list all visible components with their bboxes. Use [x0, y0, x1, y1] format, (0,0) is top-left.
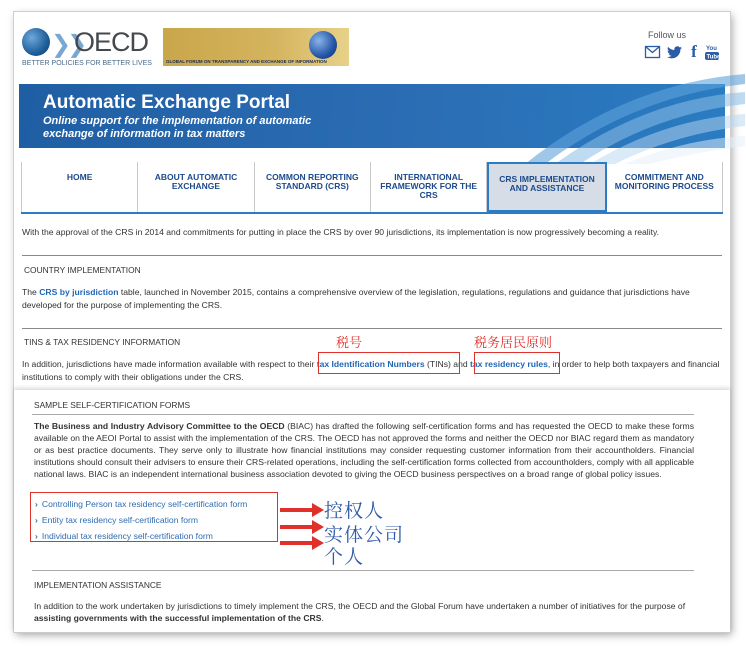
nav-crs-implementation[interactable]: CRS IMPLEMENTATION AND ASSISTANCE: [487, 162, 606, 212]
text-fragment: .: [321, 613, 324, 623]
logo-text: OECD: [74, 27, 149, 57]
annotation-tin: 税号: [336, 336, 363, 351]
text-fragment: In addition to the work undertaken by jurisdictions to timely implement the CRS, the OECD and the Global Forum have undertaken a number of initiatives for the purpose of: [34, 601, 686, 611]
nav-international-framework[interactable]: INTERNATIONAL FRAMEWORK FOR THE CRS: [371, 162, 487, 212]
text-fragment: (BIAC) has drafted the following self-certification forms and has requested the OECD to make these forms available on the AEOI Portal to assist with the implementation of the CRS. The OECD has not approved the forms and neither the OECD nor BIAC regard them as mandatory or as best practice documents. They serve only to illustrate how financial institutions may consider requesting customer information from their accountholders. Financial institutions should consult their advisers to ensure their CRS-related operations, including the self-certification forms collected from accountholders, comply with all applicable national laws. BIAC is an independent international business association devoted to giving the OECD business perspectives on a broad range of global policy issues.: [34, 421, 694, 479]
divider: [32, 414, 694, 415]
global-forum-banner[interactable]: [163, 28, 349, 66]
nav-home[interactable]: HOME: [21, 162, 138, 212]
self-certification-form-list: [35, 496, 247, 544]
divider: [22, 328, 722, 329]
nav-divider: [21, 212, 723, 214]
chevron-right-icon: ›: [35, 499, 38, 509]
twitter-icon[interactable]: [666, 44, 682, 60]
annotation-controller: 控权人: [324, 500, 385, 522]
text-fragment: , in order to help both taxpayers and financial institutions to comply with their obligations under the CRS.: [22, 359, 720, 382]
country-implementation-text: [22, 286, 722, 312]
nav-about-automatic-exchange[interactable]: ABOUT AUTOMATIC EXCHANGE: [138, 162, 254, 212]
nav-common-reporting-standard[interactable]: COMMON REPORTING STANDARD (CRS): [255, 162, 371, 212]
assistance-text: [34, 600, 694, 624]
arrow-right-icon: [280, 520, 324, 534]
lower-panel: [14, 390, 730, 632]
portal-title: Automatic Exchange Portal: [43, 92, 291, 113]
text-fragment: The: [22, 287, 40, 297]
annotation-box: [474, 352, 560, 374]
annotation-tax-residency: 税务居民原则: [474, 336, 553, 351]
section-title-implementation-assistance: IMPLEMENTATION ASSISTANCE: [34, 580, 162, 590]
arrow-right-icon: [280, 503, 324, 517]
divider: [32, 570, 694, 571]
text-fragment: In addition, jurisdictions have made information available with respect to their: [22, 359, 317, 369]
sample-forms-text: [34, 420, 694, 480]
email-icon[interactable]: [644, 44, 660, 60]
tax-residency-rules-link[interactable]: tax residency rules: [470, 359, 548, 369]
crs-by-jurisdiction-link[interactable]: CRS by jurisdiction: [39, 287, 119, 297]
svg-text:You: You: [706, 46, 717, 52]
globe-icon: [22, 28, 50, 56]
chevron-right-icon: ›: [35, 515, 38, 525]
section-title-tins: TINS & TAX RESIDENCY INFORMATION: [24, 337, 181, 347]
intro-text: With the approval of the CRS in 2014 and commitments for putting in place the CRS by over 90 jurisdictions, its implementation is now progressively becoming a reality.: [22, 227, 660, 237]
form-link-label: Individual tax residency self-certification form: [41, 531, 213, 541]
divider: [22, 255, 722, 256]
follow-label: Follow us: [648, 30, 687, 40]
annotation-box: [318, 352, 460, 374]
global-forum-text: GLOBAL FORUM ON TRANSPARENCY AND EXCHANGE OF INFORMATION: [166, 59, 327, 64]
portal-banner: [19, 84, 725, 148]
text-fragment: table, launched in November 2015, contains a comprehensive overview of the legislation, regulations, regulations and guidance that jurisdictions have developed for the purpose of implementing the CRS.: [22, 287, 690, 310]
facebook-icon[interactable]: f: [691, 42, 697, 61]
svg-text:Tube: Tube: [706, 54, 721, 61]
tax-identification-numbers-link[interactable]: tax Identification Numbers: [316, 359, 425, 369]
youtube-icon[interactable]: [704, 44, 720, 60]
section-title-sample-forms: SAMPLE SELF-CERTIFICATION FORMS: [34, 400, 191, 410]
arrow-right-icon: [280, 536, 324, 550]
biac-name: The Business and Industry Advisory Committee to the OECD: [34, 421, 285, 431]
text-fragment: and: [453, 359, 471, 369]
assistance-emphasis: assisting governments with the successful implementation of the CRS: [34, 613, 322, 623]
form-link-individual[interactable]: [35, 528, 247, 544]
annotation-individual: 个人: [324, 546, 365, 568]
chevron-mark-icon: ❯❯: [51, 31, 84, 58]
form-link-entity[interactable]: [35, 512, 247, 528]
screenshot-frame: [14, 12, 730, 632]
decorative-stripes: [485, 74, 745, 164]
chevron-right-icon: ›: [35, 531, 38, 541]
form-link-label: Entity tax residency self-certification form: [41, 515, 199, 525]
follow-us: [634, 30, 724, 74]
globe-icon: [309, 31, 337, 59]
form-link-label: Controlling Person tax residency self-certification form: [41, 499, 248, 509]
annotation-entity: 实体公司: [324, 524, 405, 546]
section-title-country-implementation: COUNTRY IMPLEMENTATION: [24, 265, 141, 275]
oecd-logo[interactable]: [20, 26, 150, 72]
logo-tagline: BETTER POLICIES FOR BETTER LIVES: [22, 60, 152, 67]
nav-commitment-monitoring[interactable]: COMMITMENT AND MONITORING PROCESS: [607, 162, 723, 212]
form-link-controlling-person[interactable]: [35, 496, 247, 512]
portal-subtitle: Online support for the implementation of automatic exchange of information in tax matters: [43, 115, 312, 140]
main-nav: [21, 162, 723, 212]
text-fragment: (TINs): [424, 359, 454, 369]
